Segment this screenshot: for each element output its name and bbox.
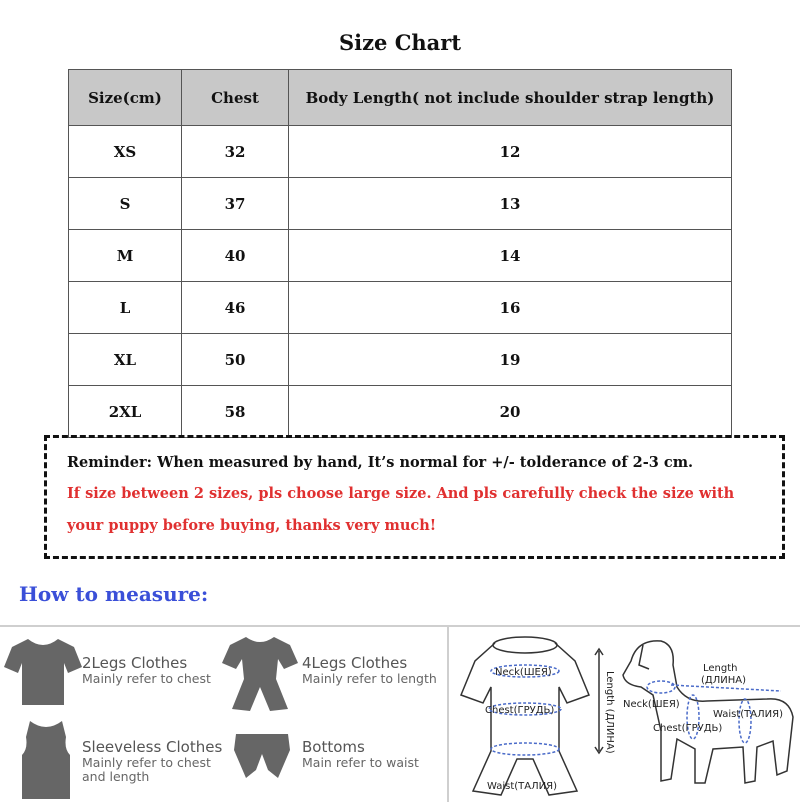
reminder-thanks-text: your puppy before buying, thanks very much! bbox=[67, 517, 437, 534]
cell-size: XS bbox=[69, 126, 182, 178]
cell-chest: 40 bbox=[182, 230, 289, 282]
cell-chest: 50 bbox=[182, 334, 289, 386]
tshirt-icon bbox=[4, 637, 82, 707]
neck-label: Neck(ШЕЯ) bbox=[495, 667, 552, 678]
sleeveless-note-2: and length bbox=[82, 769, 150, 784]
cell-chest: 37 bbox=[182, 178, 289, 230]
table-row bbox=[69, 178, 732, 230]
cell-chest: 46 bbox=[182, 282, 289, 334]
cell-length: 13 bbox=[289, 178, 732, 230]
cell-length: 20 bbox=[289, 386, 732, 438]
cell-size: L bbox=[69, 282, 182, 334]
cell-size: S bbox=[69, 178, 182, 230]
table-header-row bbox=[69, 70, 732, 126]
table-row bbox=[69, 386, 732, 438]
table-row bbox=[69, 230, 732, 282]
chest-label: Chest(ГРУДЬ) bbox=[485, 705, 555, 716]
reminder-tolerance-text: Reminder: When measured by hand, It’s normal for +/- tolderance of 2-3 cm. bbox=[67, 454, 694, 471]
clothing-types-panel bbox=[0, 625, 447, 802]
size-table bbox=[68, 69, 732, 438]
cell-chest: 32 bbox=[182, 126, 289, 178]
sleeveless-title: Sleeveless Clothes bbox=[82, 738, 223, 756]
dog-measure-diagram bbox=[617, 631, 800, 799]
dog-chest-label: Chest(ГРУДЬ) bbox=[653, 723, 723, 734]
header-body-length: Body Length( not include shoulder strap length) bbox=[289, 70, 732, 126]
table-row bbox=[69, 126, 732, 178]
cell-length: 19 bbox=[289, 334, 732, 386]
cell-chest: 58 bbox=[182, 386, 289, 438]
bottoms-caption bbox=[302, 738, 419, 770]
jumpsuit-icon bbox=[220, 635, 300, 711]
two-legs-caption bbox=[82, 654, 211, 686]
two-legs-title: 2Legs Clothes bbox=[82, 654, 188, 672]
table-row bbox=[69, 334, 732, 386]
dog-neck-label: Neck(ШЕЯ) bbox=[623, 699, 680, 710]
bottoms-note: Main refer to waist bbox=[302, 755, 419, 770]
bottoms-icon bbox=[232, 732, 292, 782]
dog-waist-label: Waist(ТАЛИЯ) bbox=[713, 709, 783, 720]
cell-length: 14 bbox=[289, 230, 732, 282]
sleeveless-note: Mainly refer to chest bbox=[82, 755, 211, 770]
four-legs-title: 4Legs Clothes bbox=[302, 654, 408, 672]
how-to-measure-heading: How to measure: bbox=[19, 582, 209, 606]
cell-size: 2XL bbox=[69, 386, 182, 438]
page-title: Size Chart bbox=[338, 30, 462, 55]
dog-length-label: Length bbox=[703, 663, 738, 674]
table-row bbox=[69, 282, 732, 334]
dog-length-ru-label: (ДЛИНА) bbox=[701, 675, 746, 686]
cell-length: 12 bbox=[289, 126, 732, 178]
sleeveless-caption bbox=[82, 738, 222, 784]
reminder-size-advice-text: If size between 2 sizes, pls choose large size. And pls carefully check the size with bbox=[67, 485, 735, 502]
cell-size: XL bbox=[69, 334, 182, 386]
waist-label: Waist(ТАЛИЯ) bbox=[487, 781, 557, 792]
cell-size: M bbox=[69, 230, 182, 282]
garment-measure-diagram bbox=[455, 631, 615, 799]
measurement-diagram-panel bbox=[447, 625, 800, 802]
bottoms-title: Bottoms bbox=[302, 738, 365, 756]
reminder-box bbox=[44, 435, 785, 559]
length-vertical-label: Length (ДЛИНА) bbox=[604, 671, 615, 754]
four-legs-note: Mainly refer to length bbox=[302, 671, 437, 686]
cell-length: 16 bbox=[289, 282, 732, 334]
header-size: Size(cm) bbox=[69, 70, 182, 126]
vest-icon bbox=[20, 719, 72, 799]
two-legs-note: Mainly refer to chest bbox=[82, 671, 211, 686]
header-chest: Chest bbox=[182, 70, 289, 126]
four-legs-caption bbox=[302, 654, 437, 686]
